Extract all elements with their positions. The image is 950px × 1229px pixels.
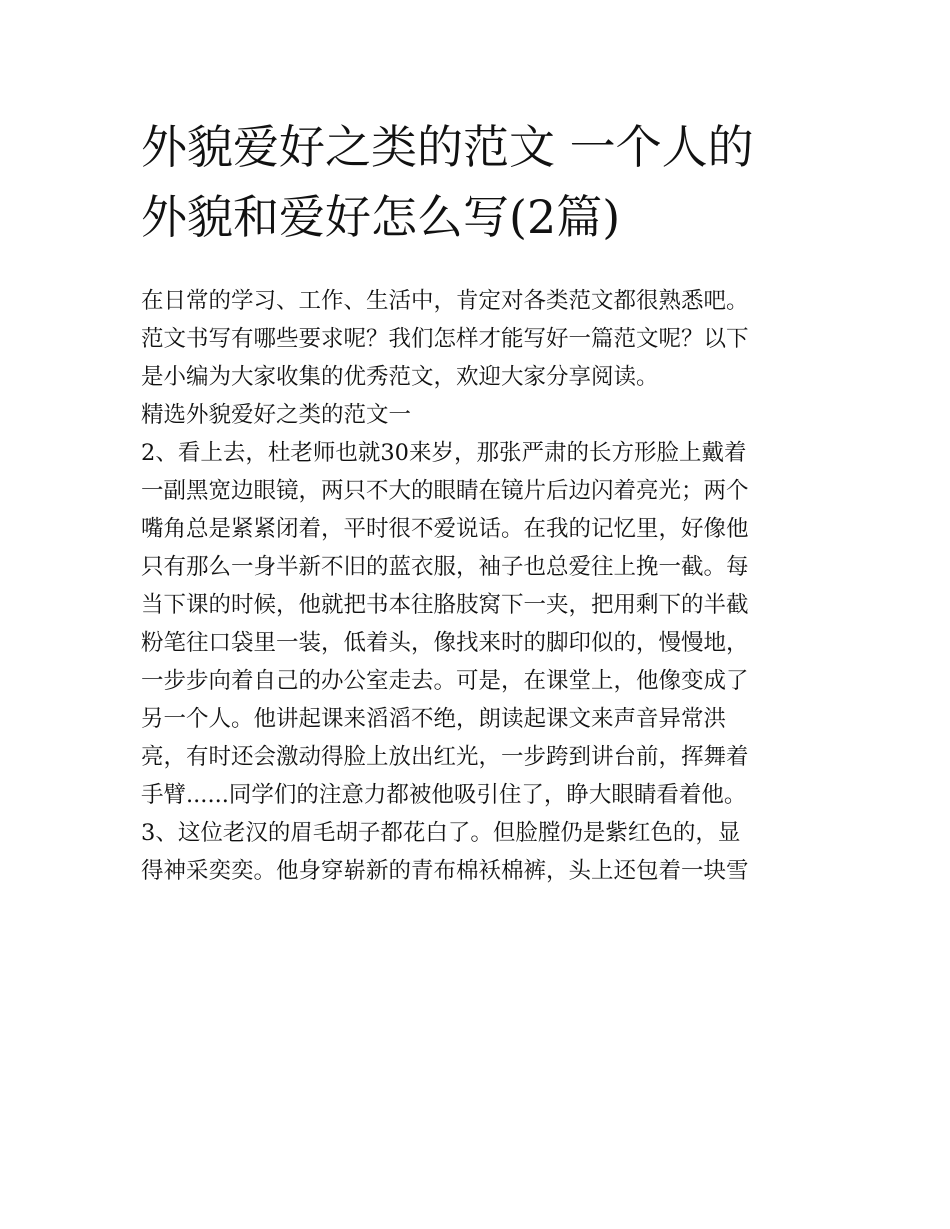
body-line-1: 在日常的学习、工作、生活中，肯定对各类范文都很熟悉吧。 <box>141 288 749 314</box>
body-line-16: 得神采奕奕。他身穿崭新的青布棉袄棉裤，头上还包着一块雪 <box>141 858 749 884</box>
body-line-8: 只有那么一身半新不旧的蓝衣服，袖子也总爱往上挽一截。每 <box>141 554 749 580</box>
section-heading: 精选外貌爱好之类的范文一 <box>141 402 412 428</box>
body-line-9: 当下课的时候，他就把书本往胳肢窝下一夹，把用剩下的半截 <box>141 592 749 618</box>
body-line-6: 一副黑宽边眼镜，两只不大的眼睛在镜片后边闪着亮光；两个 <box>141 478 749 504</box>
body-line-2: 范文书写有哪些要求呢？我们怎样才能写好一篇范文呢？以下 <box>141 326 749 352</box>
body-line-7: 嘴角总是紧紧闭着，平时很不爱说话。在我的记忆里，好像他 <box>141 516 749 542</box>
body-line-14: 手臂......同学们的注意力都被他吸引住了，睁大眼睛看着他。 <box>141 782 747 808</box>
body-line-13: 亮，有时还会激动得脸上放出红光，一步跨到讲台前，挥舞着 <box>141 744 749 770</box>
title-line-2: 外貌和爱好怎么写(2篇) <box>141 190 621 244</box>
document-body <box>141 282 816 890</box>
body-line-10: 粉笔往口袋里一装，低着头，像找来时的脚印似的，慢慢地， <box>141 630 749 656</box>
document-title <box>141 112 821 252</box>
body-line-3: 是小编为大家收集的优秀范文，欢迎大家分享阅读。 <box>141 364 659 390</box>
body-line-5: 2、看上去，杜老师也就30来岁，那张严肃的长方形脸上戴着 <box>141 440 747 466</box>
body-line-15: 3、这位老汉的眉毛胡子都花白了。但脸膛仍是紫红色的，显 <box>141 820 741 846</box>
body-line-12: 另一个人。他讲起课来滔滔不绝，朗读起课文来声音异常洪 <box>141 706 727 732</box>
title-line-1: 外貌爱好之类的范文 一个人的 <box>141 120 754 174</box>
body-line-11: 一步步向着自己的办公室走去。可是，在课堂上，他像变成了 <box>141 668 749 694</box>
